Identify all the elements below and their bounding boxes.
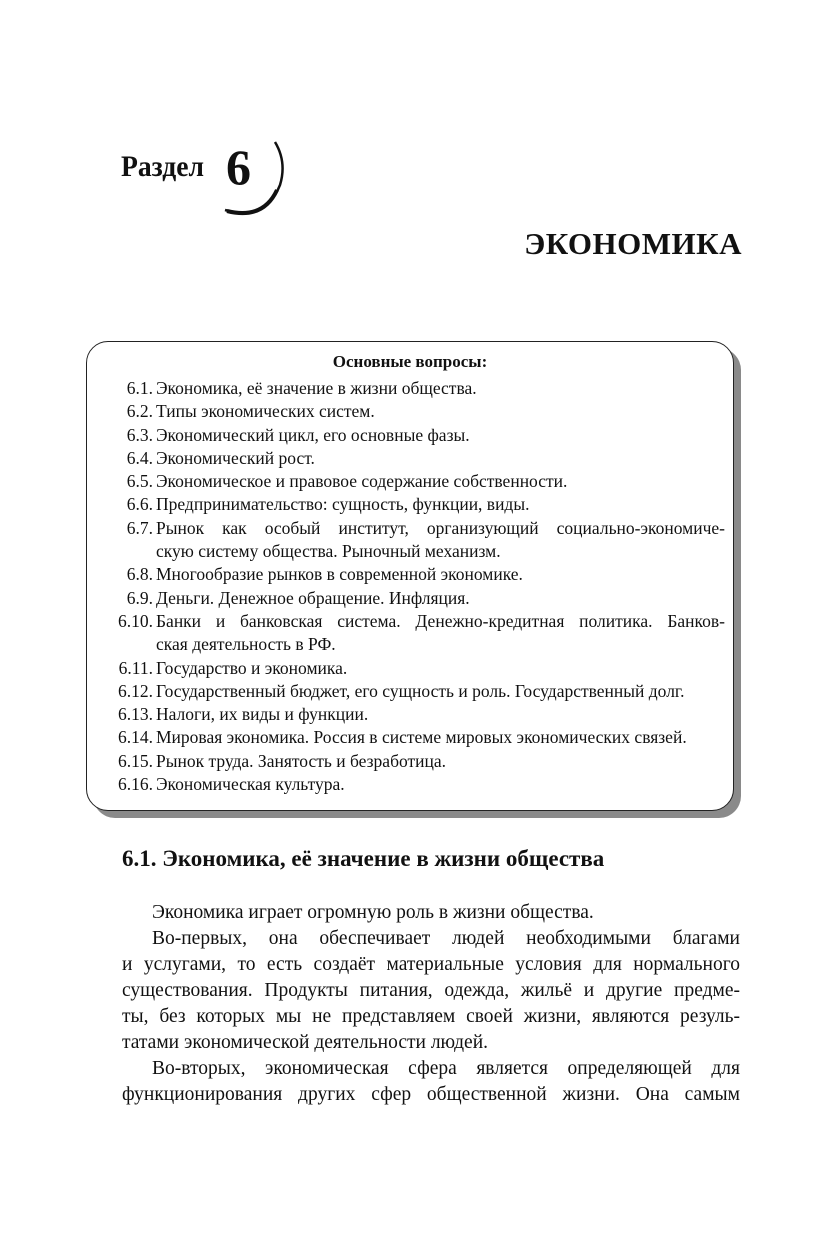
question-text-line: Экономический цикл, его основные фазы. bbox=[156, 424, 470, 445]
section-heading: 6.1. Экономика, её значение в жизни общества bbox=[122, 846, 605, 871]
question-text bbox=[156, 703, 725, 726]
question-number: 6.4. bbox=[126, 447, 153, 468]
question-text-line: Мировая экономика. Россия в системе мировых экономических связей. bbox=[156, 727, 687, 748]
question-number: 6.15. bbox=[118, 750, 153, 771]
question-text-line: скую систему общества. Рыночный механизм. bbox=[156, 541, 501, 562]
paragraph-line: татами экономической деятельности людей. bbox=[122, 1032, 489, 1053]
question-text bbox=[156, 610, 725, 657]
question-text bbox=[156, 400, 725, 423]
question-text-line: Деньги. Денежное обращение. Инфляция. bbox=[156, 587, 470, 608]
question-item bbox=[101, 703, 725, 726]
paragraph bbox=[122, 926, 740, 1056]
questions-list bbox=[101, 377, 725, 796]
paragraph bbox=[122, 900, 740, 926]
paragraph-line: функционирования других сфер общественной жизни. Она самым bbox=[122, 1084, 740, 1105]
question-number: 6.14. bbox=[118, 727, 153, 748]
question-text bbox=[156, 517, 725, 564]
question-number: 6.2. bbox=[126, 401, 153, 422]
question-text bbox=[156, 493, 725, 516]
question-text bbox=[156, 470, 725, 493]
question-item bbox=[101, 424, 725, 447]
question-text bbox=[156, 424, 725, 447]
question-number: 6.11. bbox=[118, 657, 153, 678]
question-item bbox=[101, 377, 725, 400]
question-item bbox=[101, 726, 725, 749]
question-item bbox=[101, 587, 725, 610]
paragraph-line: существования. Продукты питания, одежда, жильё и другие предме- bbox=[122, 980, 740, 1001]
section-number: 6 bbox=[226, 139, 251, 195]
paragraph-line: Во-первых, она обеспечивает людей необходимыми благами bbox=[152, 928, 740, 949]
question-item bbox=[101, 563, 725, 586]
question-text-line: Экономическое и правовое содержание собственности. bbox=[156, 471, 568, 492]
question-text-line: Государство и экономика. bbox=[156, 657, 348, 678]
question-number: 6.1. bbox=[126, 378, 153, 398]
question-text-line: Типы экономических систем. bbox=[156, 401, 375, 422]
chapter-title: ЭКОНОМИКА bbox=[524, 226, 742, 261]
paragraph-line: Во-вторых, экономическая сфера является определяющей для bbox=[152, 1058, 740, 1079]
question-text bbox=[156, 377, 725, 400]
question-text-line: Государственный бюджет, его сущность и роль. Государственный долг. bbox=[156, 680, 685, 701]
question-text bbox=[156, 657, 725, 680]
question-item bbox=[101, 493, 725, 516]
question-text-line: ская деятельность в РФ. bbox=[156, 634, 336, 655]
question-text bbox=[156, 750, 725, 773]
question-number: 6.13. bbox=[118, 704, 153, 725]
question-number: 6.3. bbox=[126, 424, 153, 445]
question-item bbox=[101, 773, 725, 796]
question-item bbox=[101, 517, 725, 564]
question-number: 6.16. bbox=[118, 774, 153, 795]
question-text bbox=[156, 447, 725, 470]
paragraph bbox=[122, 1056, 740, 1108]
question-text-line: Предпринимательство: сущность, функции, виды. bbox=[156, 494, 530, 515]
question-text bbox=[156, 587, 725, 610]
question-number: 6.6. bbox=[126, 494, 153, 515]
question-text bbox=[156, 773, 725, 796]
question-text-line: Экономическая культура. bbox=[156, 774, 345, 795]
questions-box-title: Основные вопросы: bbox=[332, 352, 488, 371]
question-text-line: Рынок труда. Занятость и безработица. bbox=[156, 750, 447, 771]
paragraph-line: ты, без которых мы не представляем своей жизни, являются резуль- bbox=[122, 1006, 740, 1027]
question-text-line: Экономика, её значение в жизни общества. bbox=[156, 378, 477, 398]
question-number: 6.7. bbox=[126, 517, 153, 538]
question-text bbox=[156, 680, 725, 703]
question-text-line: Налоги, их виды и функции. bbox=[156, 704, 369, 725]
paragraph-line: и услугами, то есть создаёт материальные условия для нормального bbox=[122, 954, 740, 975]
question-number: 6.8. bbox=[126, 564, 153, 585]
question-item bbox=[101, 750, 725, 773]
question-item bbox=[101, 657, 725, 680]
question-text-line: Экономический рост. bbox=[156, 447, 315, 468]
question-number: 6.10. bbox=[118, 610, 153, 631]
question-text bbox=[156, 726, 725, 749]
section-label: Раздел bbox=[121, 150, 204, 183]
section-body bbox=[122, 900, 740, 1108]
question-number: 6.5. bbox=[126, 471, 153, 492]
question-number: 6.12. bbox=[118, 680, 153, 701]
question-item bbox=[101, 680, 725, 703]
question-number: 6.9. bbox=[126, 587, 153, 608]
question-item bbox=[101, 447, 725, 470]
question-item bbox=[101, 610, 725, 657]
paragraph-line: Экономика играет огромную роль в жизни общества. bbox=[152, 902, 594, 923]
question-item bbox=[101, 400, 725, 423]
question-text-line: Многообразие рынков в современной экономике. bbox=[156, 564, 523, 585]
question-text-line: Банки и банковская система. Денежно-кредитная политика. Банков- bbox=[156, 610, 725, 631]
question-text bbox=[156, 563, 725, 586]
question-text-line: Рынок как особый институт, организующий социально-экономиче- bbox=[156, 517, 725, 538]
questions-box bbox=[86, 341, 734, 811]
question-item bbox=[101, 470, 725, 493]
